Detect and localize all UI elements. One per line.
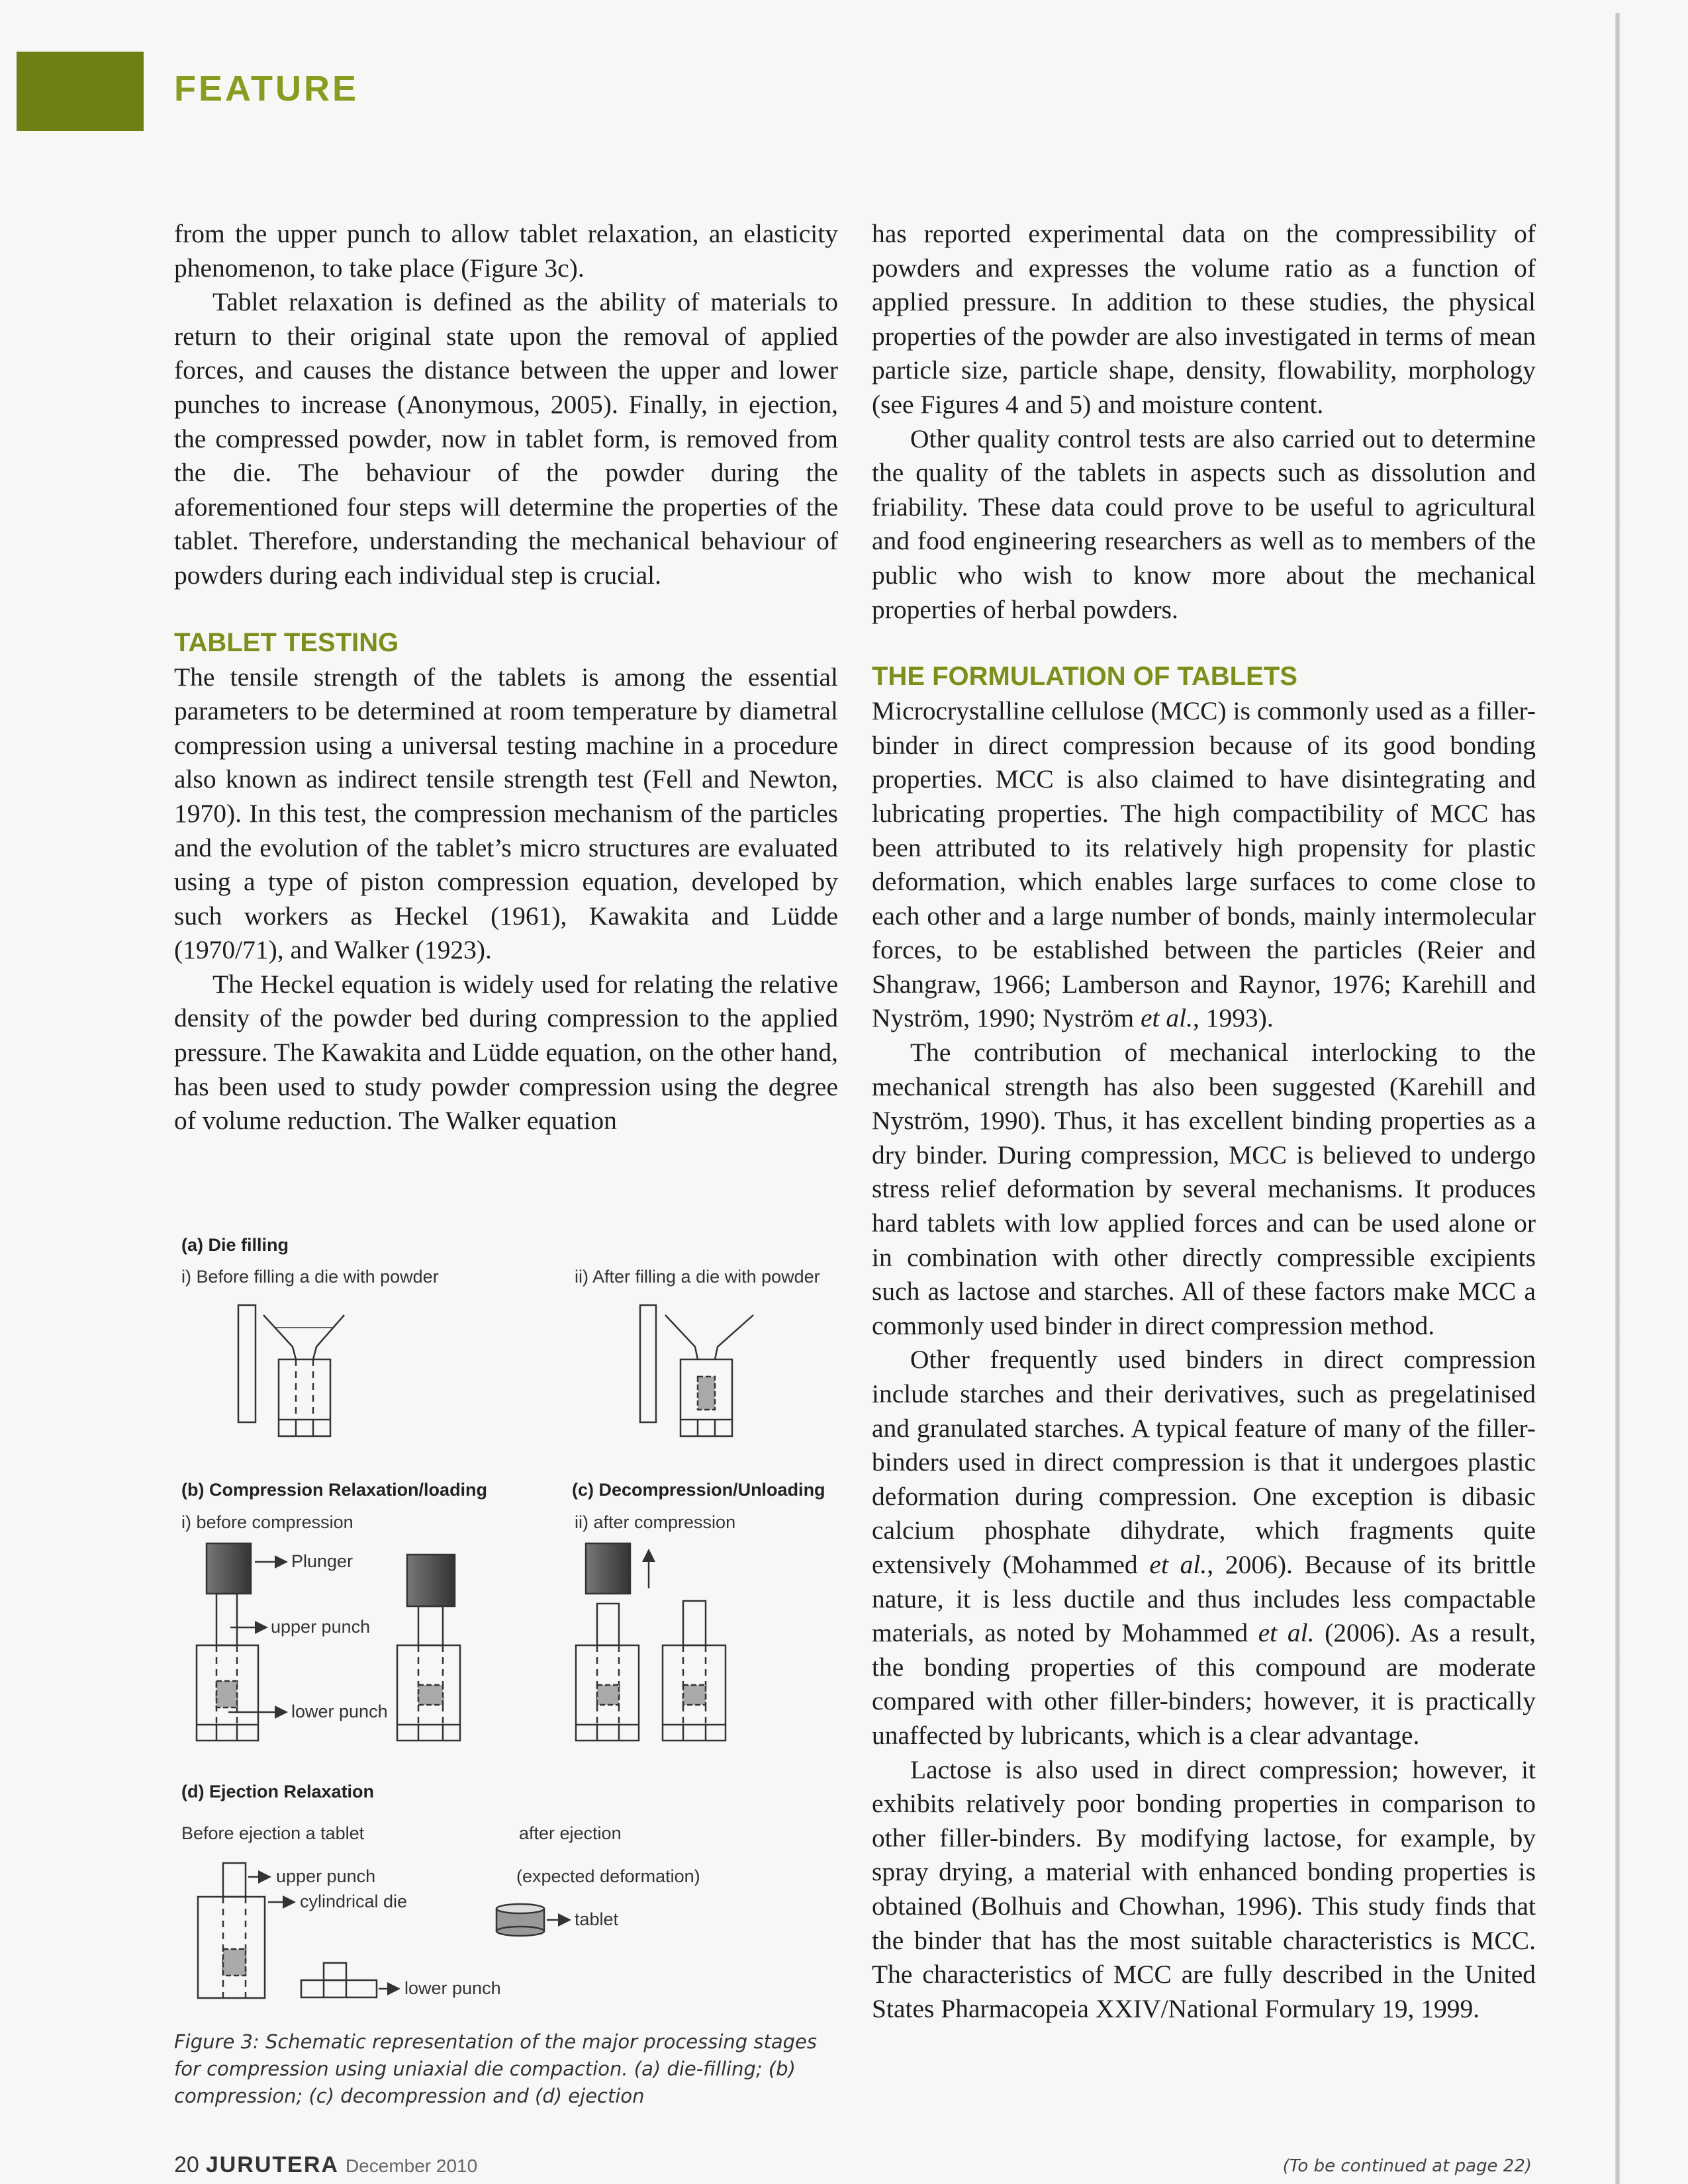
figure-caption: Figure 3: Schematic representation of the major processing stages for compression using uniaxial die compaction. (a) die-filling; (b) compression; (c) decompression and (d) ejection: [174, 2030, 818, 2107]
figure-label: upper punch: [271, 1617, 371, 1637]
italic-text: et al.: [1258, 1618, 1315, 1648]
figure-label: i) before compression: [181, 1512, 353, 1532]
figure-label: lower punch: [404, 1978, 501, 1998]
figure-label-d: (d) Ejection Relaxation: [181, 1782, 375, 1801]
section-heading: TABLET TESTING: [174, 627, 399, 657]
paragraph: from the upper punch to allow tablet relaxation, an elasticity phenomenon, to take place (Figure 3c).: [174, 219, 838, 283]
section-label: FEATURE: [174, 69, 359, 109]
paragraph: The Heckel equation is widely used for relating the relative density of the powder bed during compression to the applied pressure. The Kawakita and Lüdde equation, on the other hand, has been used to study powder compression using the degree of volume reduction. The Walker equation: [174, 969, 838, 1136]
figure-label: tablet: [575, 1909, 619, 1929]
magazine-name: JURUTERA: [205, 2152, 339, 2177]
figure-label: lower punch: [291, 1702, 388, 1721]
figure-label: ii) After filling a die with powder: [575, 1267, 820, 1287]
issue-date: December 2010: [345, 2156, 478, 2176]
figure-label: Plunger: [291, 1551, 353, 1571]
figure-label: after ejection: [519, 1823, 622, 1843]
footer-folio: [174, 2152, 477, 2178]
figure-label: Before ejection a tablet: [181, 1823, 365, 1843]
figure-label-a: (a) Die filling: [181, 1235, 289, 1255]
text: Microcrystalline cellulose (MCC) is commonly used as a filler-binder in direct compression because of its good bonding properties. MCC is also claimed to have disintegrating and lubricating properties. The high compactibility of MCC has been attributed to its relatively high propensity for plastic deformation, which enables large surfaces to come close to each other and a large number of bonds, mainly intermolecular forces, to be established between the particles (Reier and Shangraw, 1966; Lamberson and Raynor, 1976; Karehill and Nyström, 1990; Nyström: [872, 696, 1536, 1033]
text: Other frequently used binders in direct compression include starches and their derivatives, such as pregelatinised and granulated starches. A typical feature of many of the filler-binders used in direct compression is that it undergoes plastic deformation during compression. One exception is dibasic calcium phosphate dihydrate, which fragments quite extensively (Mohammed: [872, 1345, 1536, 1579]
paragraph: has reported experimental data on the compressibility of powders and expresses the volume ratio as a function of applied pressure. In addition to these studies, the physical properties of the powder are also investigated in terms of mean particle size, particle shape, density, flowability, morphology (see Figures 4 and 5) and moisture content.: [872, 219, 1536, 419]
italic-text: et al.: [1149, 1549, 1207, 1579]
figure-label: upper punch: [276, 1866, 376, 1886]
paragraph: Other quality control tests are also carried out to determine the quality of the tablets in aspects such as dissolution and friability. These data could prove to be useful to agricultural and food engineering researchers as well as to members of the public who wish to know more about the mechanical properties of herbal powders.: [872, 424, 1536, 624]
text: (2006). As a result, the bonding properties of this compound are moderate compared with other filler-binders; however, it is practically unaffected by lubricants, which is a clear advantage.: [872, 1618, 1536, 1750]
text: , 2006). Because of its brittle nature, it is less ductile and thus includes less compactable materials, as noted by Mohammed: [872, 1549, 1536, 1648]
paragraph: Lactose is also used in direct compression; however, it exhibits relatively poor bonding properties in comparison to other filler-binders. By modifying lactose, for example, by spray drying, a material with enhanced bonding properties is obtained (Bolhuis and Chowhan, 1996). This study finds that the binder that has the most suitable characteristics is MCC. The characteristics of MCC are fully described in the United States Pharmacopeia XXIV/National Formulary 19, 1999.: [872, 1754, 1536, 2023]
figure-label: (expected deformation): [516, 1866, 700, 1886]
figure-label-c: (c) Decompression/Unloading: [572, 1480, 825, 1500]
figure-label: ii) after compression: [575, 1512, 736, 1532]
figure-label: cylindrical die: [300, 1891, 408, 1911]
paragraph: Tablet relaxation is defined as the ability of materials to return to their original state upon the removal of applied forces, and causes the distance between the upper and lower punches to increase (Anonymous, 2005). Finally, in ejection, the compressed powder, now in tablet form, is removed from the die. The behaviour of the powder during the aforementioned four steps will determine the properties of the tablet. Therefore, understanding the mechanical behaviour of powders during each individual step is crucial.: [174, 287, 838, 590]
die-wall: [238, 1305, 256, 1422]
funnel: [263, 1315, 296, 1359]
figure-label: i) Before filling a die with powder: [181, 1267, 439, 1287]
plunger: [207, 1543, 251, 1594]
text: , 1993).: [1192, 1003, 1274, 1033]
paragraph: The contribution of mechanical interlocking to the mechanical strength has also been suggested (Karehill and Nyström, 1990). Thus, it has excellent binding properties as a dry binder. During compression, MCC is believed to undergo stress relief deformation by several mechanisms. It produces hard tablets with low applied forces and can be used alone or in combination with other directly compressible excipients such as lactose and starches. All of these factors make MCC a commonly used binder in direct compression method.: [872, 1038, 1536, 1340]
continued-note: (To be continued at page 22): [1282, 2156, 1532, 2176]
italic-text: et al.: [1140, 1003, 1193, 1033]
die-block: [279, 1359, 330, 1436]
page-number: 20: [174, 2152, 199, 2177]
section-heading: THE FORMULATION OF TABLETS: [872, 662, 1297, 692]
paragraph: The tensile strength of the tablets is among the essential parameters to be determined at room temperature by diametral compression using a universal testing machine in a procedure also known as indirect tensile strength test (Fell and Newton, 1970). In this test, the compression mechanism of the particles and the evolution of the tablet’s micro structures are evaluated using a type of piston compression equation, developed by such workers as Heckel (1961), Kawakita and Lüdde (1970/71), and Walker (1923).: [174, 662, 838, 965]
figure-label-b: (b) Compression Relaxation/loading: [181, 1480, 488, 1500]
